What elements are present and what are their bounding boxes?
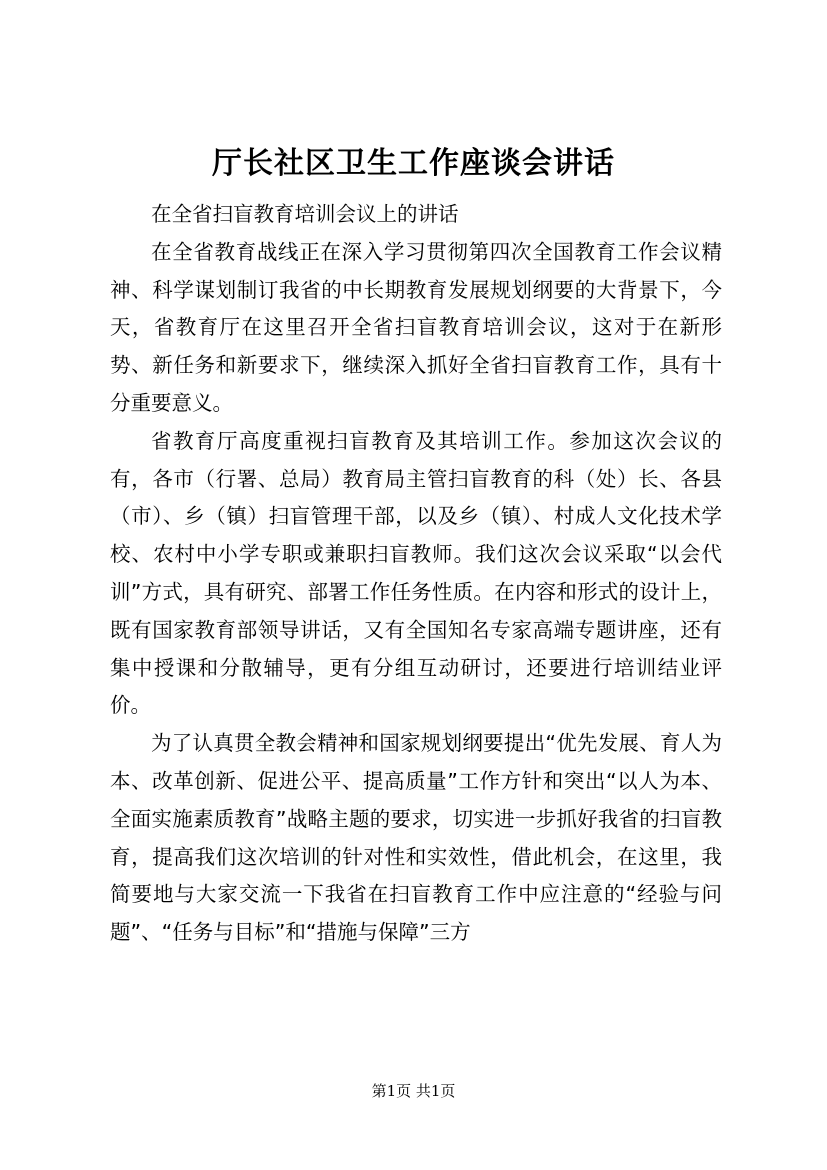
body-paragraph: 在全省教育战线正在深入学习贯彻第四次全国教育工作会议精神、科学谋划制订我省的中长期教育发展规划纲要的大背景下，今天，省教育厅在这里召开全省扫盲教育培训会议，这对于在新形势、新任务和新要求下，继续深入抓好全省扫盲教育工作，具有十分重要意义。 xyxy=(110,239,722,415)
subtitle-paragraph: 在全省扫盲教育培训会议上的讲话 xyxy=(151,202,459,226)
body-paragraph: 省教育厅高度重视扫盲教育及其培训工作。参加这次会议的有，各市（行署、总局）教育局主管扫盲教育的科（处）长、各县（市）、乡（镇）扫盲管理干部，以及乡（镇）、村成人文化技术学校、农村中小学专职或兼职扫盲教师。我们这次会议采取“以会代训”方式，具有研究、部署工作任务性质。在内容和形式的设计上，既有国家教育部领导讲话，又有全国知名专家高端专题讲座，还有集中授课和分散辅导，更有分组互动研讨，还要进行培训结业评价。 xyxy=(110,428,722,718)
document-title: 厅长社区卫生工作座谈会讲话 xyxy=(212,146,615,181)
document-body xyxy=(110,196,722,952)
page-footer: 第1页 共1页 xyxy=(371,1082,456,1100)
body-paragraph: 为了认真贯全教会精神和国家规划纲要提出“优先发展、育人为本、改革创新、促进公平、提高质量”工作方针和突出“以人为本、全面实施素质教育”战略主题的要求，切实进一步抓好我省的扫盲教育，提高我们这次培训的针对性和实效性，借此机会，在这里，我简要地与大家交流一下我省在扫盲教育工作中应注意的“经验与问题”、“任务与目标”和“措施与保障”三方 xyxy=(110,731,722,945)
